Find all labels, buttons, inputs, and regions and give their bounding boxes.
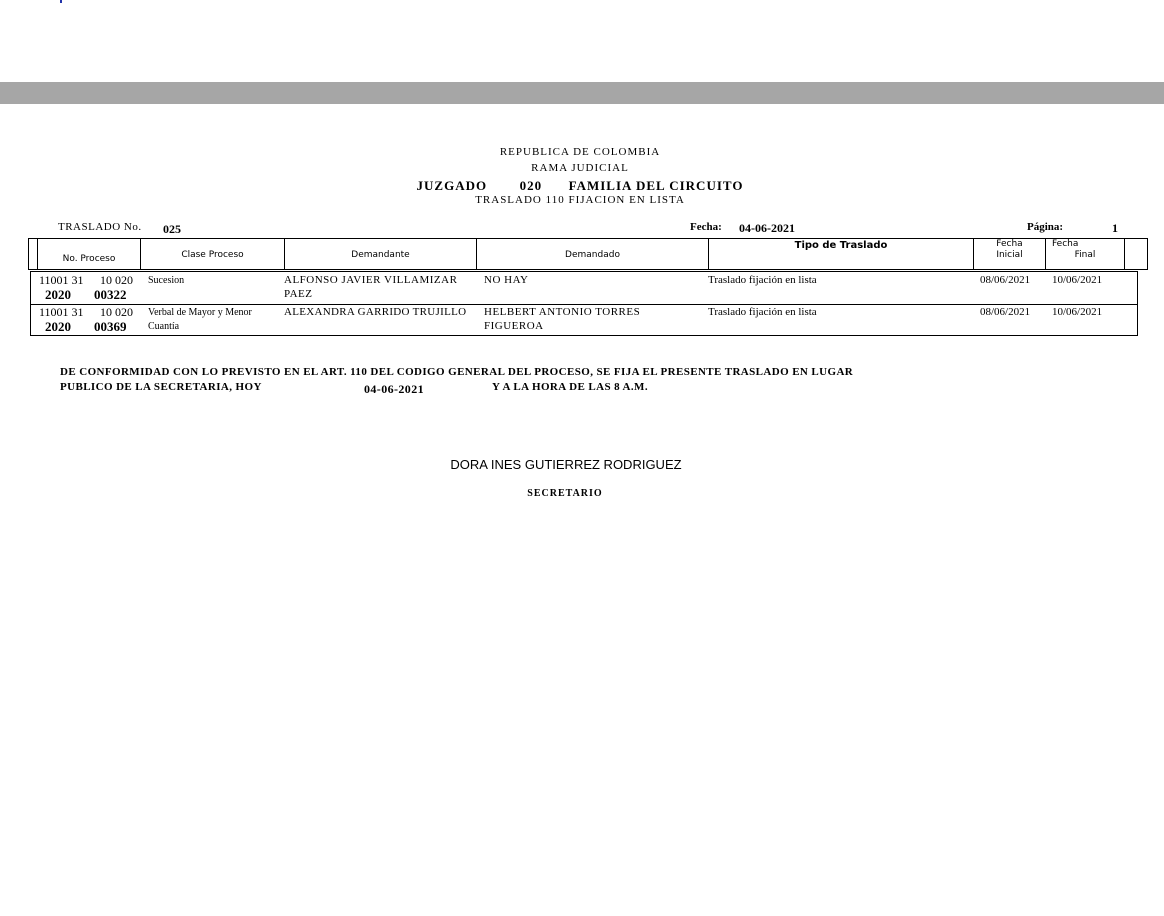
proc-juzgado: 10 020 (100, 273, 133, 287)
fecha-final: 10/06/2021 (1052, 274, 1103, 286)
header-traslado: TRASLADO 110 FIJACION EN LISTA (475, 194, 685, 206)
pagina-label: Página: (1027, 221, 1064, 233)
demandante: ALFONSO JAVIER VILLAMIZAR (284, 274, 458, 286)
demandado: NO HAY (484, 274, 529, 286)
toolbar-band (0, 82, 1164, 104)
fecha-label: Fecha: (690, 221, 722, 233)
demandado: HELBERT ANTONIO TORRES (484, 306, 641, 318)
signature-role: SECRETARIO (527, 488, 603, 499)
proc-prefix: 11001 31 (39, 273, 84, 287)
proc-number: 00369 (94, 319, 127, 334)
fecha-inicial: 08/06/2021 (980, 274, 1031, 286)
clase-proceso: Sucesion (148, 275, 185, 286)
col-no-proceso: No. Proceso (37, 239, 141, 269)
corner-mark (60, 0, 62, 3)
juzgado-label: JUZGADO (416, 178, 488, 193)
fecha-value: 04-06-2021 (739, 221, 795, 235)
table-body (30, 271, 1138, 336)
col-clase-proceso: Clase Proceso (141, 239, 285, 269)
notice-date: 04-06-2021 (364, 382, 424, 396)
col-demandado: Demandado (477, 239, 709, 269)
notice-line-1: DE CONFORMIDAD CON LO PREVISTO EN EL ART. 110 DEL CODIGO GENERAL DEL PROCESO, SE FIJA EL PRESENTE TRASLADO EN LUGAR (60, 366, 854, 378)
pagina-value: 1 (1112, 221, 1118, 235)
fecha-final: 10/06/2021 (1052, 306, 1103, 318)
col-demandante: Demandante (285, 239, 477, 269)
proc-year: 2020 (45, 287, 71, 302)
demandado-cont: FIGUEROA (484, 320, 544, 332)
notice-line-2a: PUBLICO DE LA SECRETARIA, HOY (60, 381, 262, 393)
header-rama: RAMA JUDICIAL (531, 162, 629, 174)
signature-name: DORA INES GUTIERREZ RODRIGUEZ (450, 457, 682, 472)
col-fecha-final: Fecha Final (1046, 239, 1125, 269)
col-fecha-inicial: Fecha Inicial (974, 239, 1046, 269)
tipo-traslado: Traslado fijación en lista (708, 274, 817, 286)
juzgado-number: 020 (519, 178, 543, 193)
proc-year: 2020 (45, 319, 71, 334)
proc-number: 00322 (94, 287, 127, 302)
clase-proceso: Verbal de Mayor y Menor (148, 307, 252, 318)
clase-proceso-cont: Cuantía (148, 321, 180, 332)
tipo-traslado: Traslado fijación en lista (708, 306, 817, 318)
header-republic: REPUBLICA DE COLOMBIA (499, 146, 661, 158)
juzgado-name: FAMILIA DEL CIRCUITO (568, 178, 744, 193)
proc-prefix: 11001 31 (39, 305, 84, 319)
proc-juzgado: 10 020 (100, 305, 133, 319)
notice-line-2b: Y A LA HORA DE LAS 8 A.M. (492, 381, 648, 393)
table-header (28, 238, 1148, 270)
fecha-inicial: 08/06/2021 (980, 306, 1031, 318)
traslado-number: 025 (163, 222, 181, 236)
demandante: ALEXANDRA GARRIDO TRUJILLO (284, 306, 467, 318)
traslado-label: TRASLADO No. (58, 221, 142, 233)
header-juzgado (0, 178, 1160, 194)
col-tipo-traslado: Tipo de Traslado (709, 239, 974, 269)
demandante-cont: PAEZ (284, 288, 313, 300)
